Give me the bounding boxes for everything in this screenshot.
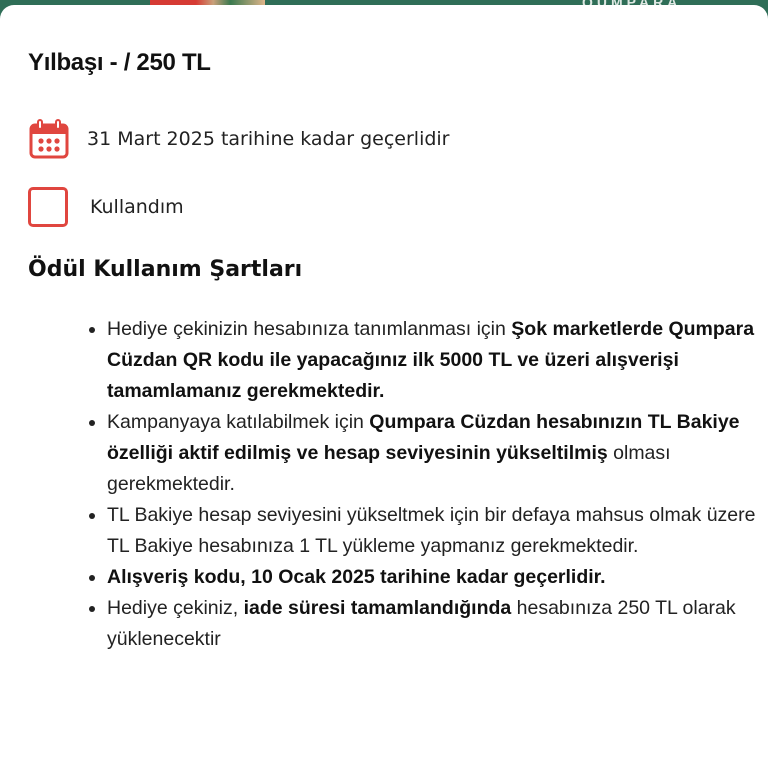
- term-text-bold: Alışveriş kodu, 10 Ocak 2025 tarihine kadar geçerlidir.: [107, 566, 606, 588]
- calendar-icon: [28, 118, 70, 160]
- used-checkbox-label[interactable]: Kullandım: [90, 196, 184, 218]
- terms-item: [107, 562, 757, 593]
- term-text: Hediye çekiniz,: [107, 597, 244, 619]
- term-text-bold: Şok marketlerde Qumpara Cüzdan QR kodu ile yapacağınız ilk 5000 TL ve üzeri alışverişi tamamlamanız gerekmektedir.: [107, 318, 755, 402]
- term-text: olması gerekmektedir.: [107, 442, 671, 495]
- term-text: Kampanyaya katılabilmek için: [107, 411, 370, 433]
- terms-title: Ödül Kullanım Şartları: [28, 257, 303, 282]
- reward-title: Yılbaşı - / 250 TL: [28, 49, 211, 76]
- terms-item: [107, 407, 757, 500]
- term-text: TL Bakiye hesap seviyesini yükseltmek için bir defaya mahsus olmak üzere TL Bakiye hesabınıza 1 TL yükleme yapmanız gerekmektedir.: [107, 504, 756, 557]
- terms-list: [84, 314, 757, 655]
- term-text: Hediye çekinizin hesabınıza tanımlanması için: [107, 318, 512, 340]
- terms-item: [107, 593, 757, 655]
- term-text-bold: Qumpara Cüzdan hesabınızın TL Bakiye özelliği aktif edilmiş ve hesap seviyesinin yükseltilmiş: [107, 411, 740, 464]
- term-text-bold: iade süresi tamamlandığında: [243, 597, 512, 619]
- terms-item: [107, 314, 757, 407]
- validity-text: 31 Mart 2025 tarihine kadar geçerlidir: [87, 128, 450, 150]
- used-row[interactable]: [28, 187, 184, 227]
- validity-row: [28, 118, 450, 160]
- term-text: hesabınıza 250 TL olarak yüklenecektir: [107, 597, 736, 650]
- used-checkbox[interactable]: [28, 187, 68, 227]
- terms-item: [107, 500, 757, 562]
- reward-detail-sheet: [0, 5, 768, 768]
